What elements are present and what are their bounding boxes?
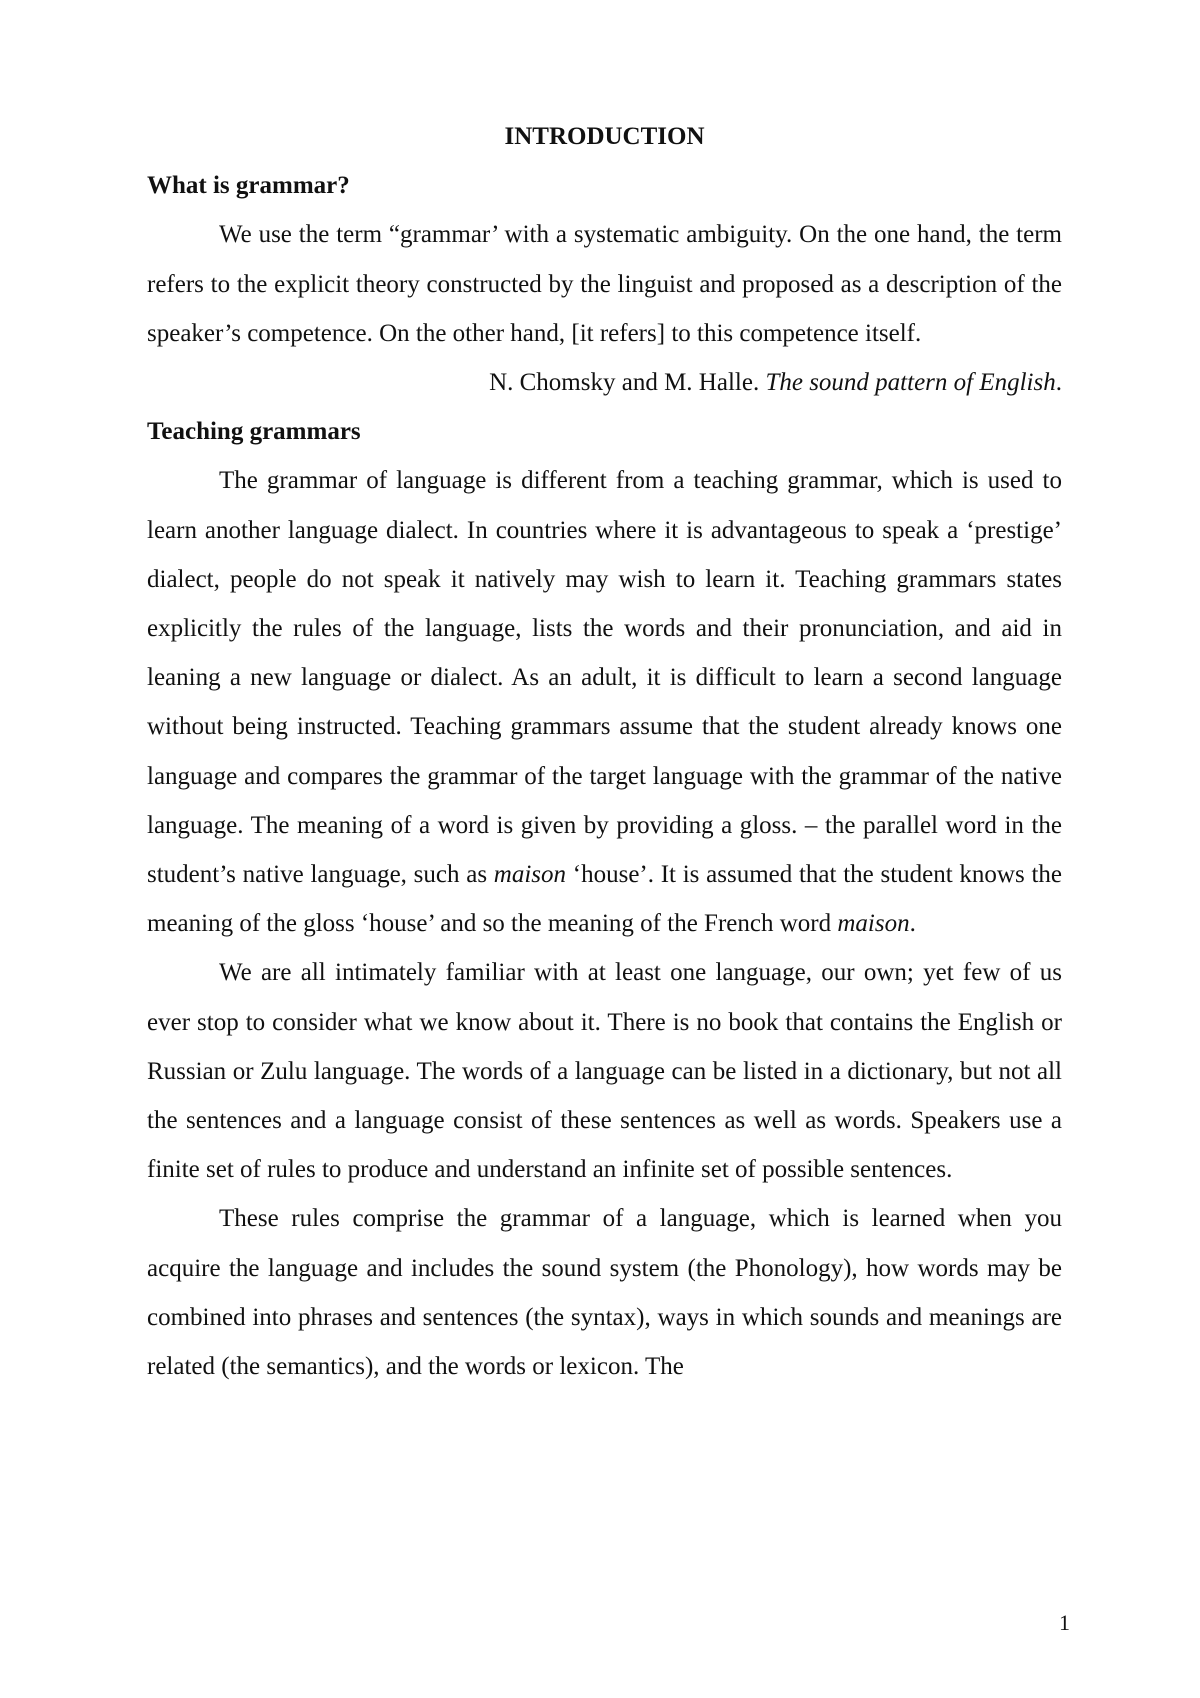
paragraph-text: . — [909, 910, 916, 938]
section-heading-what-is-grammar: What is grammar? — [147, 172, 350, 200]
epigraph-citation — [147, 358, 1062, 407]
epigraph-quote: We use the term “grammar’ with a systematic ambiguity. On the one hand, the term refers to the explicit theory constructed by the linguist and proposed as a description of the speaker’s competence. On the other hand, [it refers] to this competence itself. — [147, 221, 1062, 347]
paragraph-teaching-grammar — [147, 456, 1062, 948]
paragraph-text: The grammar of language is different from a teaching grammar, which is used to learn another language dialect. In countries where it is advantageous to speak a ‘prestige’ dialect, people do not speak it natively may wish to learn it. Teaching grammars states explicitly the rules of the language, lists the words and their pronunciation, and aid in leaning a new language or dialect. As an adult, it is difficult to learn a second language without being instructed. Teaching grammars assume that the student already knows one language and compares the grammar of the target language with the grammar of the native language. The meaning of a word is given by providing a gloss. – the parallel word in the student’s native language, such as — [147, 467, 1062, 889]
italic-term: maison — [837, 910, 910, 938]
page-number: 1 — [1059, 1610, 1070, 1635]
paragraph-rules-grammar: These rules comprise the grammar of a language, which is learned when you acquire the language and includes the sound system (the Phonology), how words may be combined into phrases and sentences (the syntax), ways in which sounds and meanings are related (the semantics), and the words or lexicon. The — [147, 1205, 1062, 1381]
paragraph-familiar-language: We are all intimately familiar with at least one language, our own; yet few of us ever stop to consider what we know about it. There is no book that contains the English or Russian or Zulu language. The words of a language can be listed in a dictionary, but not all the sentences and a language consist of these sentences as well as words. Speakers use a finite set of rules to produce and understand an infinite set of possible sentences. — [147, 959, 1062, 1184]
section-heading-teaching-grammars: Teaching grammars — [147, 418, 361, 446]
italic-term: maison — [493, 861, 567, 889]
page-title: INTRODUCTION — [504, 123, 705, 150]
page-content — [147, 112, 1062, 1391]
citation-end: . — [1055, 369, 1062, 396]
paragraph-text: ‘house’. It is assumed that the student knows the meaning of the gloss ‘house’ and so the meaning of the French word — [147, 861, 1062, 938]
citation-work-title: The sound pattern of English — [765, 369, 1056, 396]
citation-authors: N. Chomsky and M. Halle. — [489, 369, 766, 396]
